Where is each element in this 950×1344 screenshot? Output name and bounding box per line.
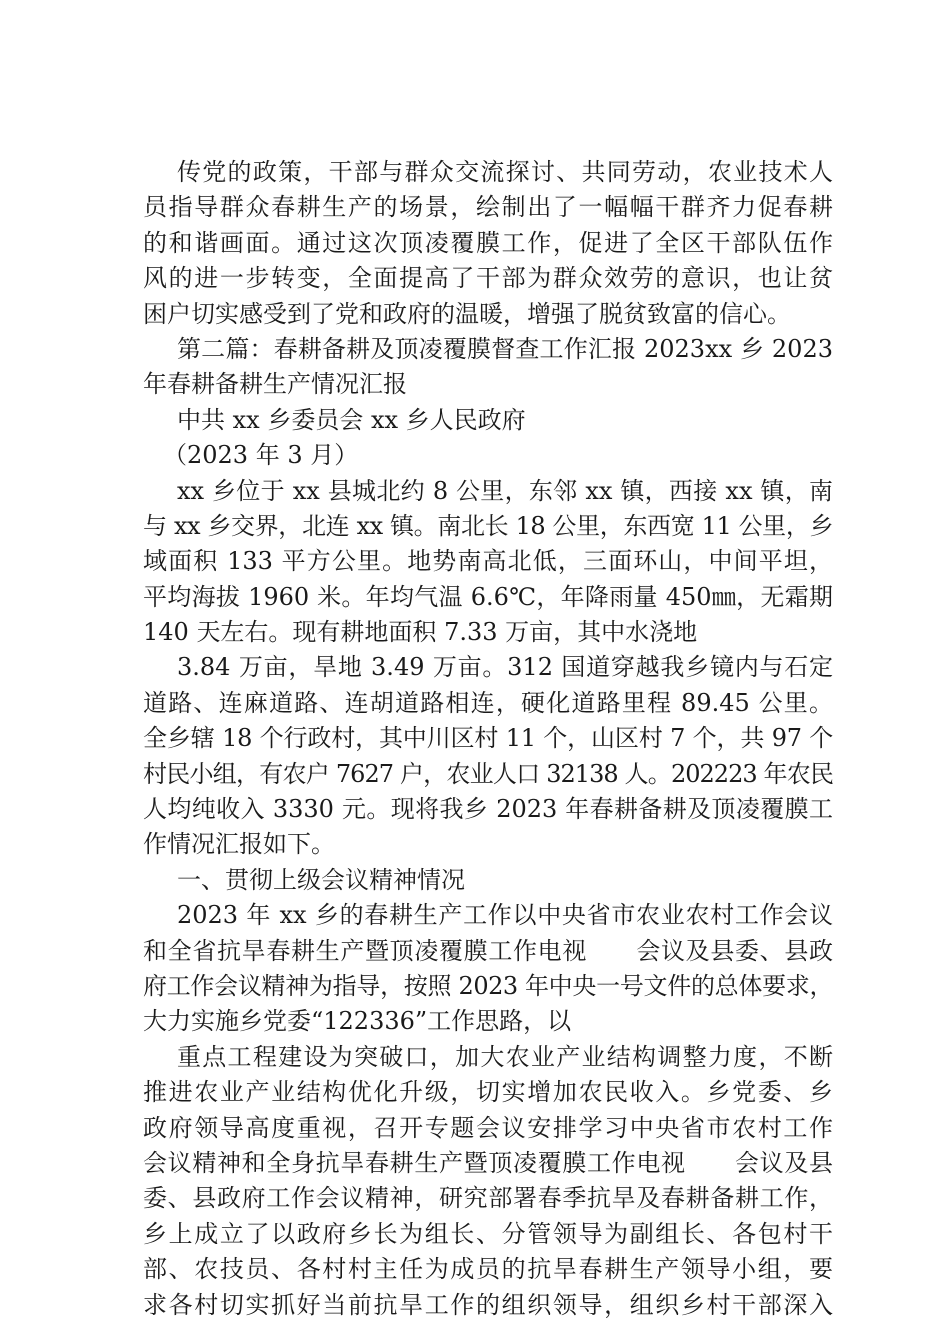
paragraph-line: 的和谐画面。通过这次顶凌覆膜工作，促进了全区干部队伍作 (143, 228, 833, 257)
date-line: （2023 年 3 月） (163, 441, 359, 470)
paragraph-line: 平均海拔 1960 米。年均气温 6.6℃，年降雨量 450㎜，无霜期 (143, 582, 833, 611)
paragraph-line: 重点工程建设为突破口，加大农业产业结构调整力度，不断 (177, 1042, 833, 1071)
issuer-line: 中共 xx 乡委员会 xx 乡人民政府 (177, 405, 526, 434)
paragraph-line: 和全省抗旱春耕生产暨顶凌覆膜工作电视 会议及县委、县政 (143, 936, 833, 965)
paragraph-line: 传党的政策，干部与群众交流探讨、共同劳动，农业技术人 (177, 158, 833, 186)
paragraph-line: 域面积 133 平方公里。地势南高北低，三面环山，中间平坦， (143, 547, 833, 576)
section-heading-line: 第二篇：春耕备耕及顶凌覆膜督查工作汇报 2023xx 乡 2023 (177, 334, 833, 363)
paragraph-line: 村民小组，有农户 7627 户，农业人口 32138 人。202223 年农民 (143, 759, 833, 788)
paragraph-line: 困户切实感受到了党和政府的温暖，增强了脱贫致富的信心。 (143, 299, 791, 328)
document-body (143, 155, 833, 1323)
paragraph-line: 会议精神和全身抗旱春耕生产暨顶凌覆膜工作电视 会议及县 (143, 1148, 833, 1177)
paragraph-line: 部、农技员、各村村主任为成员的抗旱春耕生产领导小组，要 (143, 1255, 833, 1284)
paragraph-line: 2023 年 xx 乡的春耕生产工作以中央省市农业农村工作会议 (177, 901, 833, 930)
paragraph-line: 乡上成立了以政府乡长为组长、分管领导为副组长、各包村干 (143, 1219, 833, 1248)
paragraph-line: 全乡辖 18 个行政村，其中川区村 11 个，山区村 7 个，共 97 个 (143, 724, 833, 753)
paragraph-line: 员指导群众春耕生产的场景，绘制出了一幅幅干群齐力促春耕 (143, 193, 833, 222)
paragraph-line: 推进农业产业结构优化升级，切实增加农民收入。乡党委、乡 (143, 1078, 833, 1107)
paragraph-line: 风的进一步转变，全面提高了干部为群众效劳的意识，也让贫 (143, 264, 833, 293)
section-heading-line: 一、贯彻上级会议精神情况 (177, 865, 465, 894)
section-heading-line: 年春耕备耕生产情况汇报 (143, 370, 407, 399)
paragraph-line: 大力实施乡党委“122336”工作思路，以 (143, 1007, 572, 1036)
paragraph-line: 3.84 万亩，旱地 3.49 万亩。312 国道穿越我乡镜内与石定 (177, 653, 833, 682)
paragraph-line: 道路、连麻道路、连胡道路相连，硬化道路里程 89.45 公里。 (143, 688, 833, 717)
paragraph-line: 委、县政府工作会议精神，研究部署春季抗旱及春耕备耕工作， (143, 1184, 833, 1213)
paragraph-line: 与 xx 乡交界，北连 xx 镇。南北长 18 公里，东西宽 11 公里，乡 (143, 511, 833, 540)
paragraph-line: 政府领导高度重视，召开专题会议安排学习中央省市农村工作 (143, 1113, 833, 1142)
paragraph-line: 府工作会议精神为指导，按照 2023 年中央一号文件的总体要求， (143, 971, 833, 1000)
paragraph-line: 人均纯收入 3330 元。现将我乡 2023 年春耕备耕及顶凌覆膜工 (143, 795, 833, 824)
paragraph-line: 求各村切实抓好当前抗旱工作的组织领导，组织乡村干部深入 (143, 1290, 833, 1319)
paragraph-line: 作情况汇报如下。 (143, 830, 335, 859)
paragraph-line: 140 天左右。现有耕地面积 7.33 万亩，其中水浇地 (143, 618, 698, 647)
paragraph-line: xx 乡位于 xx 县城北约 8 公里，东邻 xx 镇，西接 xx 镇，南 (177, 476, 833, 505)
